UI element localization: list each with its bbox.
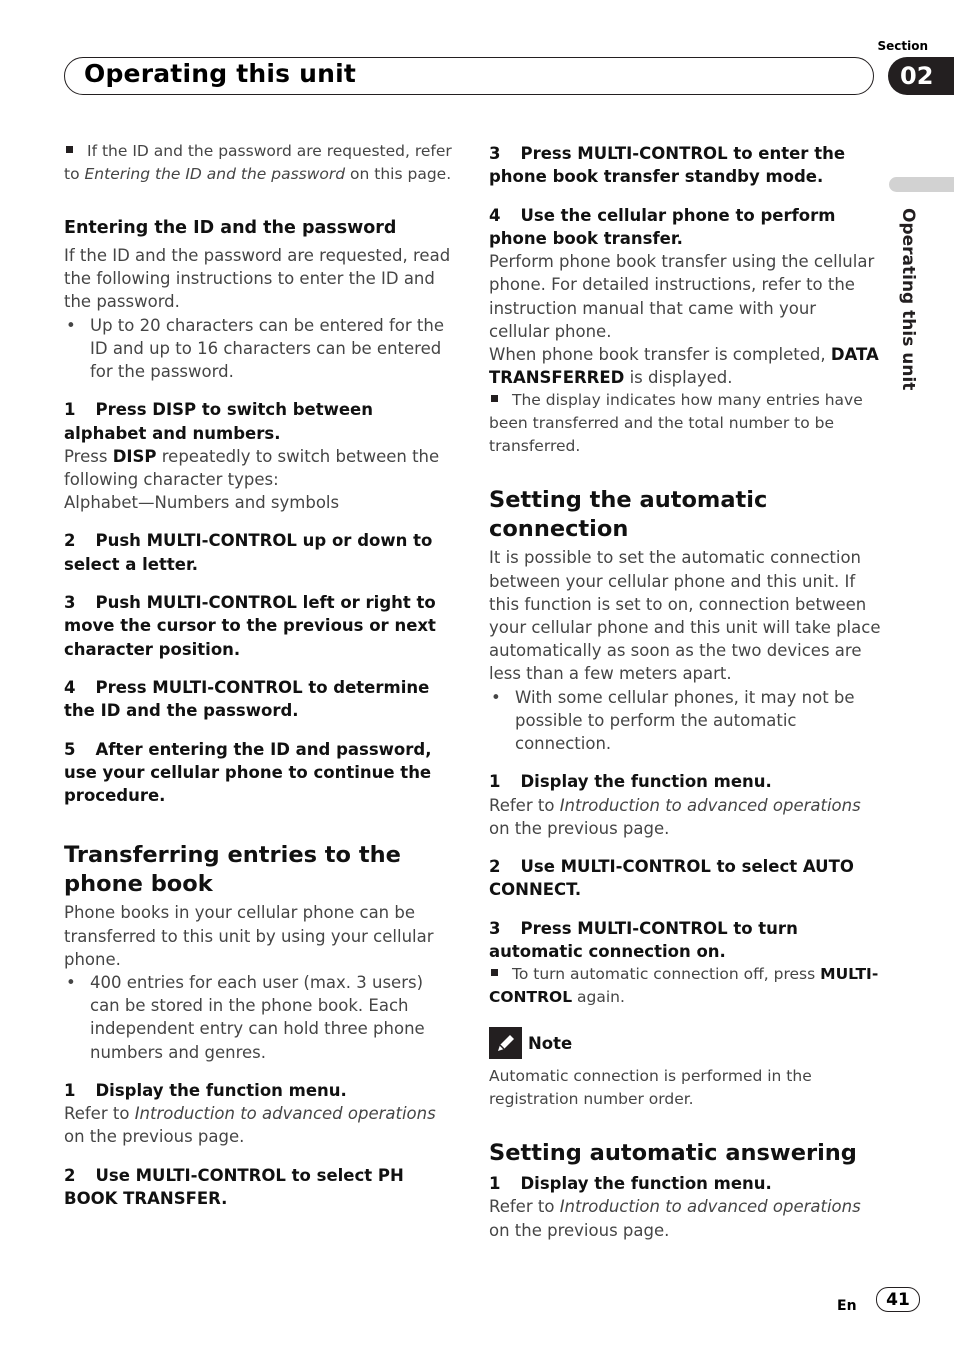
entering-step-1-body: Press DISP repeatedly to switch between the following character types: [64, 446, 440, 490]
transfer-bullet: • 400 entries for each user (max. 3 users) can be stored in the phone book. Each independent entry can hold three phone numbers and genres. [64, 971, 456, 1064]
auto-connection-bullet: • With some cellular phones, it may not be possible to perform the automatic connection. [489, 686, 881, 756]
entering-body: If the ID and the password are requested, read the following instructions to enter the ID and the password. [64, 246, 451, 312]
side-label: Operating this unit [898, 208, 918, 391]
auto-connection-step-3: 3 Press MULTI-CONTROL to turn automatic connection on. [489, 918, 798, 961]
entering-heading: Entering the ID and the password [64, 218, 397, 238]
transfer-step-2: 2 Use MULTI-CONTROL to select PH BOOK TRANSFER. [64, 1165, 404, 1208]
section-number-badge [888, 57, 954, 95]
footer-language: En [837, 1298, 857, 1314]
note-header [489, 1027, 881, 1059]
entering-step-1: 1 Press DISP to switch between alphabet and numbers. [64, 400, 373, 443]
auto-answering-step-1: 1 Display the function menu. [489, 1174, 772, 1194]
transfer-step-1-body: Refer to Introduction to advanced operations on the previous page. [64, 1104, 436, 1147]
section-number: 02 [900, 62, 934, 90]
transfer-step-4-note: The display indicates how many entries have been transferred and the total number to be transferred. [489, 391, 863, 456]
auto-connection-heading: Setting the automatic connection [489, 487, 768, 543]
auto-answering-step-1-body: Refer to Introduction to advanced operations on the previous page. [489, 1197, 861, 1240]
entering-step-5: 5 After entering the ID and password, use your cellular phone to continue the procedure. [64, 739, 432, 806]
page-number: 41 [876, 1287, 920, 1312]
entering-bullet: • Up to 20 characters can be entered for the ID and up to 16 characters can be entered for the password. [64, 314, 456, 384]
auto-connection-step-1-body: Refer to Introduction to advanced operations on the previous page. [489, 795, 861, 838]
transfer-step-4-done: When phone book transfer is completed, DATA TRANSFERRED is displayed. [489, 345, 879, 388]
auto-connection-body: It is possible to set the automatic connection between your cellular phone and this unit. If this function is set to on, connection between your cellular phone and this unit will take place automatically as soon as the two devices are less than a few meters apart. [489, 548, 881, 684]
left-column [64, 140, 456, 1210]
square-bullet-icon [66, 146, 73, 153]
entering-step-1-types: Alphabet—Numbers and symbols [64, 493, 340, 513]
entering-step-2: 2 Push MULTI-CONTROL up or down to select a letter. [64, 531, 433, 574]
note-body: Automatic connection is performed in the registration number order. [489, 1067, 812, 1109]
auto-connection-step-2: 2 Use MULTI-CONTROL to select AUTO CONNECT. [489, 856, 854, 900]
auto-connection-step-3-note: To turn automatic connection off, press MULTI-CONTROL again. [489, 965, 879, 1007]
right-column [489, 140, 881, 1242]
transfer-step-3: 3 Press MULTI-CONTROL to enter the phone book transfer standby mode. [489, 144, 846, 187]
square-bullet-icon [491, 395, 498, 402]
note-label: Note [528, 1033, 573, 1053]
transfer-step-4: 4 Use the cellular phone to perform phone book transfer. [489, 205, 836, 248]
pencil-icon [489, 1027, 522, 1059]
transfer-heading: Transferring entries to the phone book [64, 842, 401, 898]
auto-answering-heading: Setting automatic answering [489, 1140, 857, 1167]
transfer-body: Phone books in your cellular phone can be transferred to this unit by using your cellular phone. [64, 903, 434, 969]
entering-step-3: 3 Push MULTI-CONTROL left or right to move the cursor to the previous or next character position. [64, 593, 436, 659]
auto-connection-step-1: 1 Display the function menu. [489, 772, 772, 792]
side-tab [889, 177, 954, 192]
entering-step-4: 4 Press MULTI-CONTROL to determine the ID and the password. [64, 677, 430, 721]
section-label: Section [877, 39, 928, 53]
transfer-step-1: 1 Display the function menu. [64, 1080, 347, 1100]
intro-note: If the ID and the password are requested, refer to Entering the ID and the password on this page. [64, 142, 452, 183]
square-bullet-icon [491, 969, 498, 976]
transfer-step-4-body: Perform phone book transfer using the cellular phone. For detailed instructions, refer to the instruction manual that came with your cellular phone. [489, 252, 875, 341]
page-title: Operating this unit [84, 59, 357, 88]
